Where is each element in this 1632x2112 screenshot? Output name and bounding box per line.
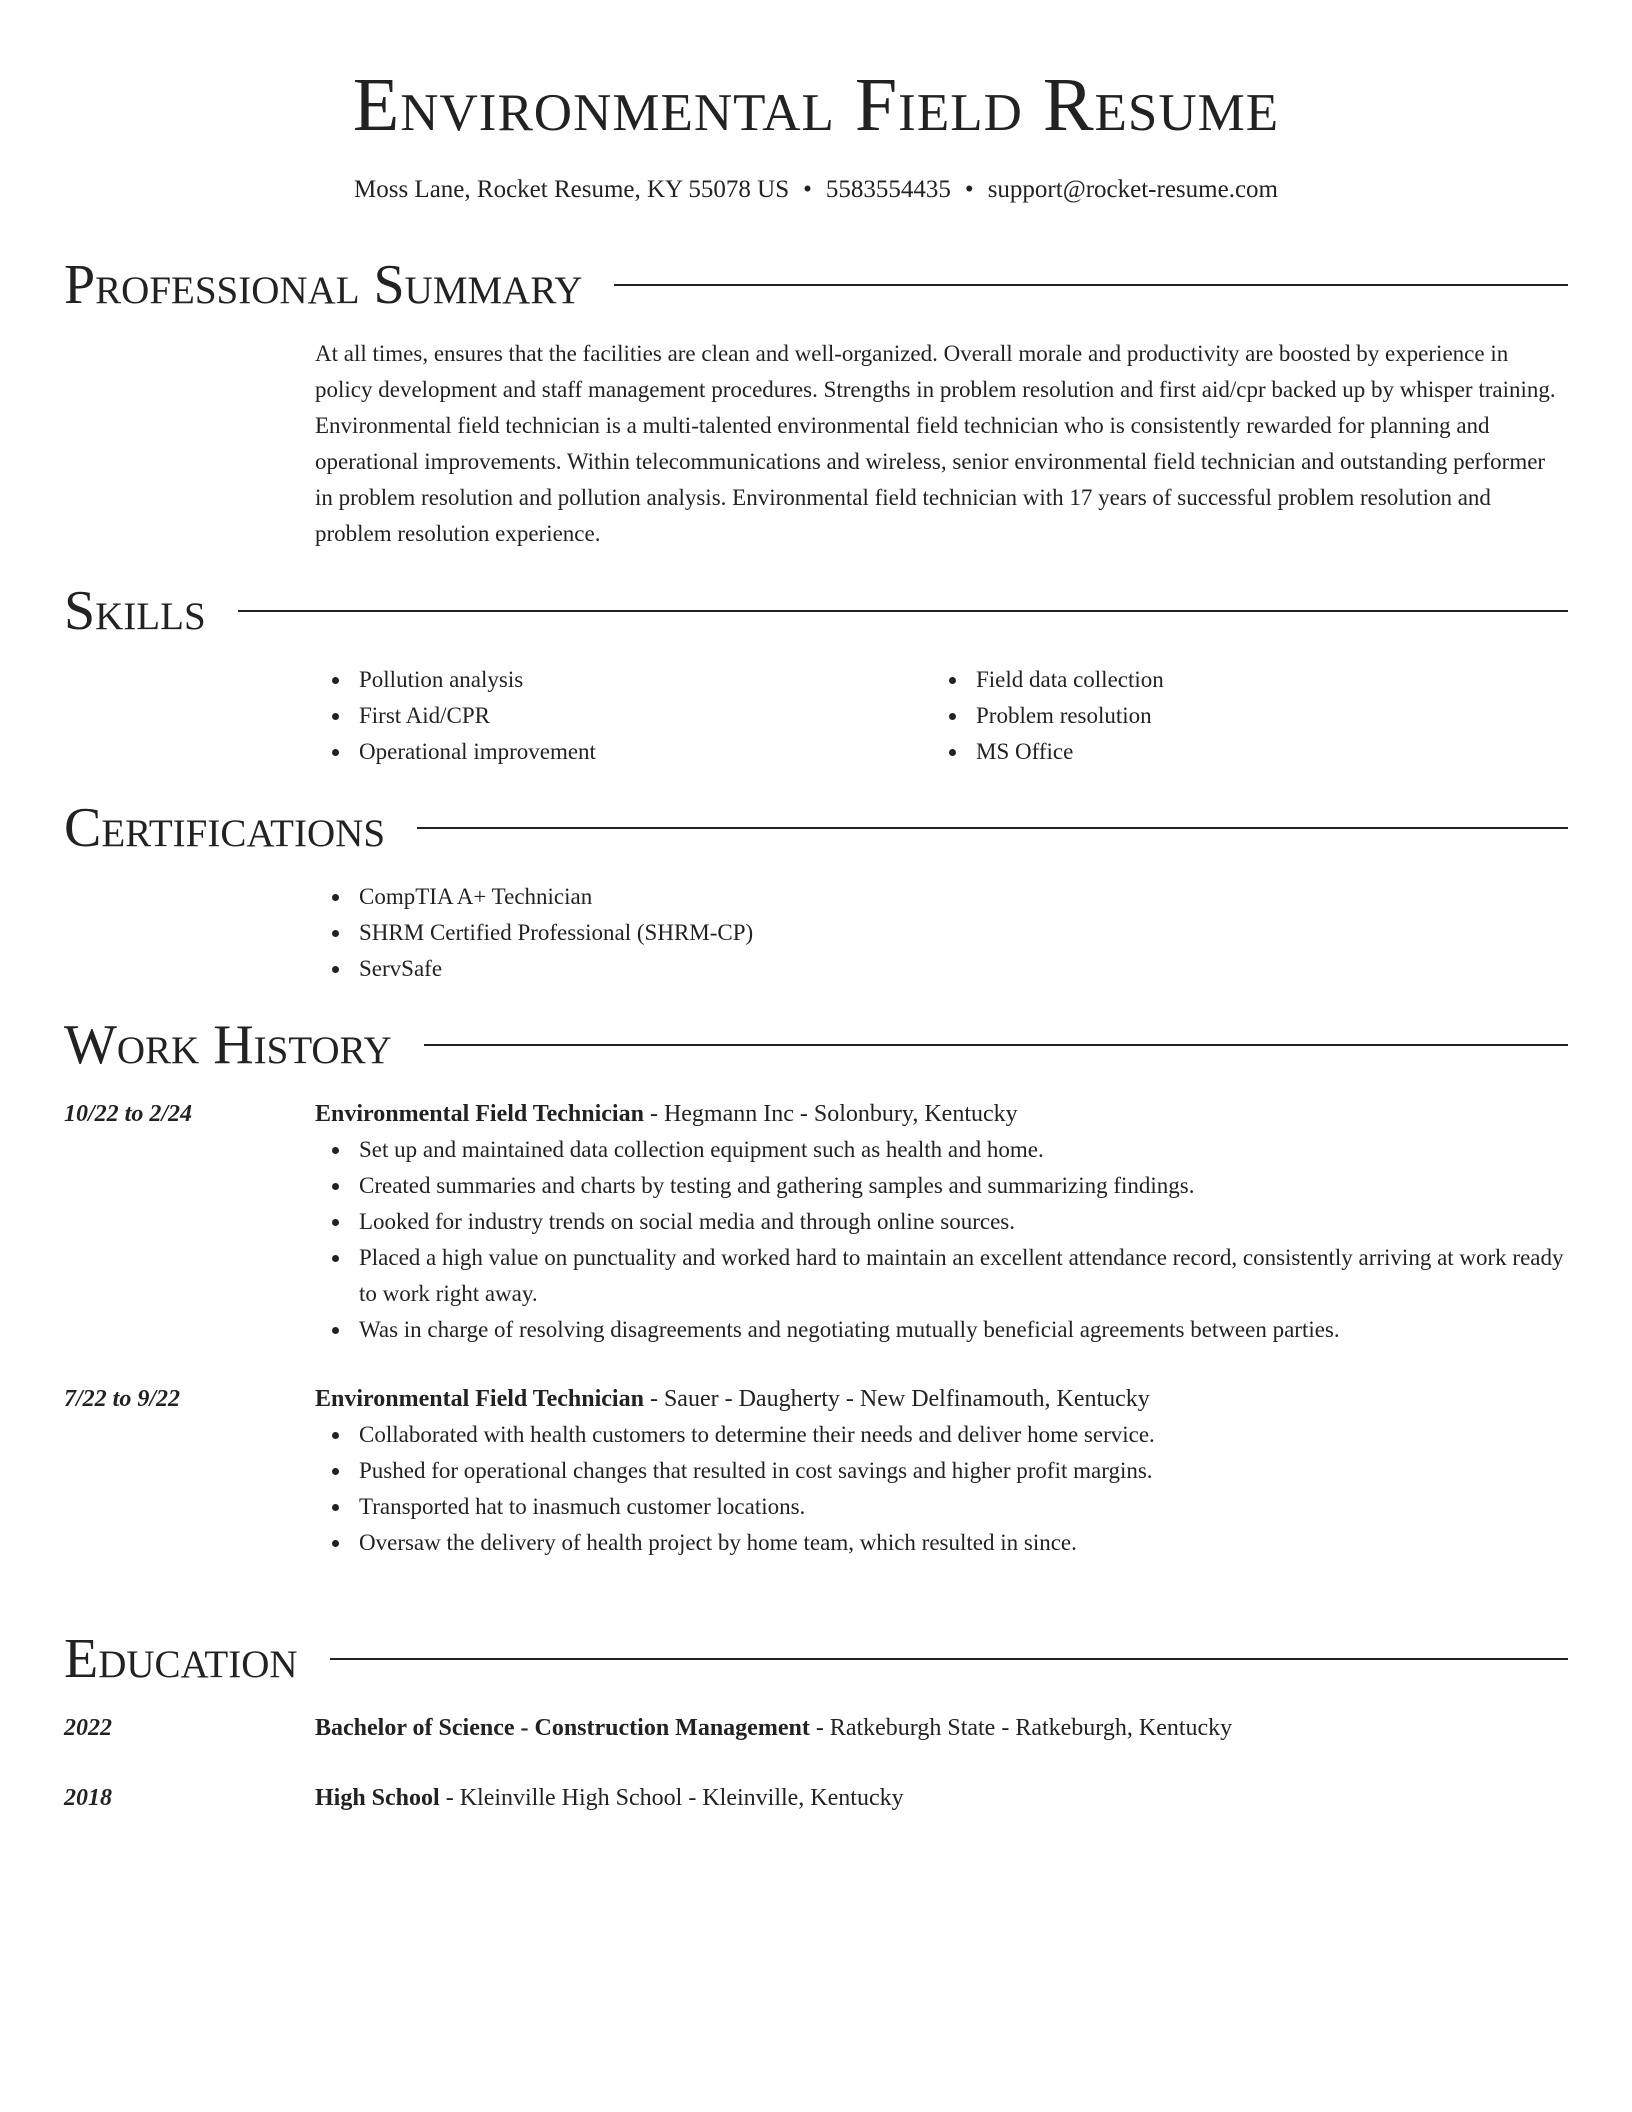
section-divider: [424, 1044, 1568, 1046]
skills-heading: Skills: [64, 580, 206, 642]
job-bullet: Collaborated with health customers to determine their needs and deliver home service.: [359, 1417, 1568, 1453]
skill-item: Pollution analysis: [359, 662, 932, 698]
education-details: [315, 1780, 1568, 1816]
education-entry: [64, 1710, 1568, 1746]
certifications-list: [315, 879, 1568, 987]
section-divider: [417, 827, 1568, 829]
summary-heading-row: [64, 254, 1568, 316]
education-section: [64, 1628, 1568, 1816]
skill-item: Problem resolution: [976, 698, 1549, 734]
work-history-heading: Work History: [64, 1014, 392, 1076]
resume-title: Environmental Field Resume: [352, 63, 1280, 147]
skill-item: MS Office: [976, 734, 1549, 770]
education-year: 2018: [64, 1785, 112, 1811]
job-bullets: [315, 1132, 1568, 1348]
contact-line: [64, 172, 1568, 208]
contact-separator: •: [964, 176, 974, 203]
work-history-section: [64, 1014, 1568, 1561]
job-entry: [64, 1096, 1568, 1348]
education-school-location: - Ratkeburgh State - Ratkeburgh, Kentucky: [809, 1715, 1233, 1741]
contact-separator: •: [803, 176, 812, 203]
job-bullet: Was in charge of resolving disagreements and negotiating mutually beneficial agreements between parties.: [359, 1312, 1568, 1348]
job-details: [315, 1381, 1568, 1561]
job-bullet: Transported hat to inasmuch customer locations.: [359, 1489, 1568, 1525]
certification-item: CompTIA A+ Technician: [359, 879, 1568, 915]
education-entry: [64, 1780, 1568, 1816]
job-heading: [315, 1096, 1568, 1132]
job-employer-location: - Hegmann Inc - Solonbury, Kentucky: [643, 1101, 1018, 1127]
education-heading-line: [315, 1710, 1568, 1746]
resume-header: [64, 60, 1568, 208]
job-position: Environmental Field Technician: [315, 1386, 644, 1412]
certifications-heading-row: [64, 797, 1568, 859]
education-degree: Bachelor of Science - Construction Management: [315, 1715, 810, 1741]
education-school-location: - Kleinville High School - Kleinville, Kentucky: [439, 1785, 904, 1811]
education-heading-row: [64, 1628, 1568, 1690]
job-bullet: Created summaries and charts by testing and gathering samples and summarizing findings.: [359, 1168, 1568, 1204]
summary-text: At all times, ensures that the facilities are clean and well-organized. Overall morale and productivity are boosted by experience in policy development and staff management procedures. Strengths in problem resolution and first aid/cpr backed up by whisper training. Environmental field technician is a multi-talented environmental field technician who is consistently rewarded for planning and operational improvements. Within telecommunications and wireless, senior environmental field technician and outstanding performer in problem resolution and pollution analysis. Environmental field technician with 17 years of successful problem resolution and problem resolution experience.: [315, 341, 1556, 546]
skills-column-left: [315, 662, 932, 770]
certification-item: ServSafe: [359, 951, 1568, 987]
skills-heading-row: [64, 580, 1568, 642]
section-divider: [614, 284, 1568, 286]
resume-page: [64, 0, 1568, 1811]
job-employer-location: - Sauer - Daugherty - New Delfinamouth, Kentucky: [643, 1386, 1150, 1412]
job-bullet: Placed a high value on punctuality and worked hard to maintain an excellent attendance record, consistently arriving at work ready to work right away.: [359, 1240, 1568, 1312]
education-heading: Education: [64, 1628, 298, 1690]
contact-address: Moss Lane, Rocket Resume, KY 55078 US: [354, 176, 790, 203]
contact-phone: 5583554435: [825, 176, 951, 203]
job-bullet: Looked for industry trends on social media and through online sources.: [359, 1204, 1568, 1240]
certifications-section: [64, 797, 1568, 987]
contact-email: support@rocket-resume.com: [987, 176, 1278, 203]
certifications-heading: Certifications: [64, 797, 386, 859]
certifications-body: [315, 879, 1568, 987]
job-dates: 7/22 to 9/22: [64, 1386, 181, 1412]
summary-heading: Professional Summary: [64, 254, 583, 316]
skill-item: Operational improvement: [359, 734, 932, 770]
skill-item: First Aid/CPR: [359, 698, 932, 734]
job-bullet: Set up and maintained data collection equipment such as health and home.: [359, 1132, 1568, 1168]
summary-body: [315, 336, 1568, 552]
skills-column-right: [932, 662, 1549, 770]
job-bullet: Pushed for operational changes that resulted in cost savings and higher profit margins.: [359, 1453, 1568, 1489]
job-bullet: Oversaw the delivery of health project by home team, which resulted in since.: [359, 1525, 1568, 1561]
education-degree: High School: [315, 1785, 440, 1811]
job-dates: 10/22 to 2/24: [64, 1101, 193, 1127]
education-year: 2022: [64, 1715, 112, 1741]
education-details: [315, 1710, 1568, 1746]
job-position: Environmental Field Technician: [315, 1101, 644, 1127]
skills-section: [64, 580, 1568, 770]
job-bullets: [315, 1417, 1568, 1561]
job-heading: [315, 1381, 1568, 1417]
skills-list: [315, 662, 1568, 770]
job-details: [315, 1096, 1568, 1348]
education-heading-line: [315, 1780, 1568, 1816]
summary-section: [64, 254, 1568, 552]
job-entry: [64, 1381, 1568, 1561]
skill-item: Field data collection: [976, 662, 1549, 698]
section-divider: [330, 1658, 1568, 1660]
certification-item: SHRM Certified Professional (SHRM-CP): [359, 915, 1568, 951]
work-history-heading-row: [64, 1014, 1568, 1076]
section-divider: [238, 610, 1568, 612]
